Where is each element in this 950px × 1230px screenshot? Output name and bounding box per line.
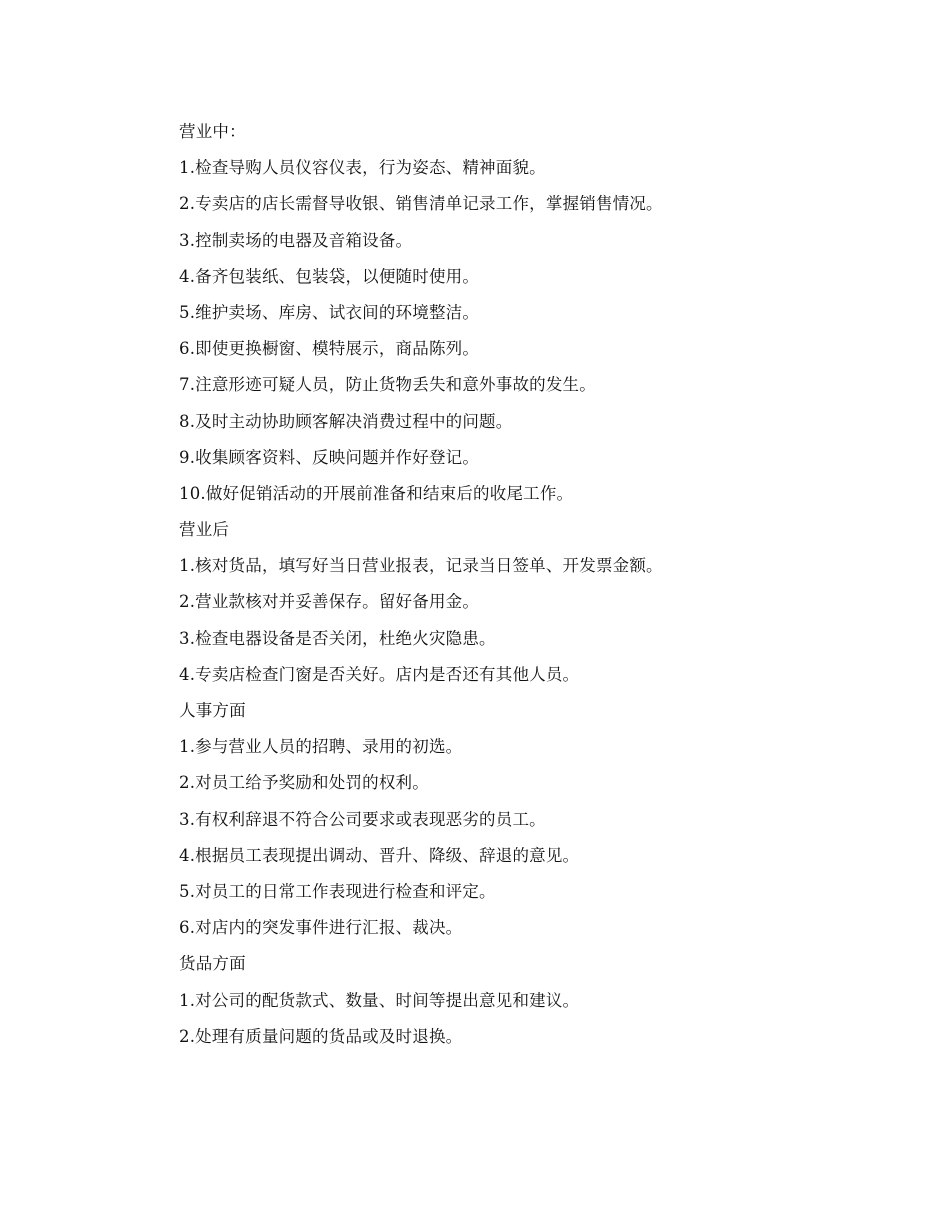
list-item: 1.参与营业人员的招聘、录用的初选。 [179, 737, 463, 757]
document-body [179, 117, 899, 1058]
list-item: 5.维护卖场、库房、试衣间的环境整洁。 [179, 302, 480, 322]
list-item: 3.控制卖场的电器及音箱设备。 [179, 230, 413, 250]
section-heading-personnel: 人事方面 [179, 701, 246, 720]
list-item: 1.对公司的配货款式、数量、时间等提出意见和建议。 [179, 990, 580, 1010]
list-item: 1.核对货品，填写好当日营业报表，记录当日签单、开发票金额。 [179, 556, 663, 576]
list-item: 2.营业款核对并妥善保存。留好备用金。 [179, 592, 480, 612]
list-item: 4.专卖店检查门窗是否关好。店内是否还有其他人员。 [179, 664, 580, 684]
section-heading-after-business: 营业后 [179, 520, 230, 540]
list-item: 6.即使更换橱窗、模特展示，商品陈列。 [179, 339, 480, 359]
section-heading-merchandise: 货品方面 [179, 954, 246, 974]
list-item: 2.处理有质量问题的货品或及时退换。 [179, 1026, 463, 1046]
list-item: 2.对员工给予奖励和处罚的权利。 [179, 773, 429, 793]
list-item: 4.根据员工表现提出调动、晋升、降级、辞退的意见。 [179, 845, 580, 865]
list-item: 2.专卖店的店长需督导收银、销售清单记录工作，掌握销售情况。 [179, 194, 663, 214]
list-item: 4.备齐包装纸、包装袋，以便随时使用。 [179, 266, 480, 286]
list-item: 1.检查导购人员仪容仪表，行为姿态、精神面貌。 [179, 158, 546, 178]
section-heading-in-business: 营业中： [179, 122, 246, 141]
list-item: 3.检查电器设备是否关闭，杜绝火灾隐患。 [179, 628, 496, 648]
list-item: 3.有权利辞退不符合公司要求或表现恶劣的员工。 [179, 809, 546, 829]
list-item: 5.对员工的日常工作表现进行检查和评定。 [179, 881, 496, 901]
list-item: 8.及时主动协助顾客解决消费过程中的问题。 [179, 411, 513, 431]
list-item: 9.收集顾客资料、反映问题并作好登记。 [179, 447, 480, 467]
list-item: 7.注意形迹可疑人员，防止货物丢失和意外事故的发生。 [179, 375, 596, 395]
list-item: 6.对店内的突发事件进行汇报、裁决。 [179, 918, 463, 938]
list-item: 10.做好促销活动的开展前准备和结束后的收尾工作。 [179, 483, 574, 503]
